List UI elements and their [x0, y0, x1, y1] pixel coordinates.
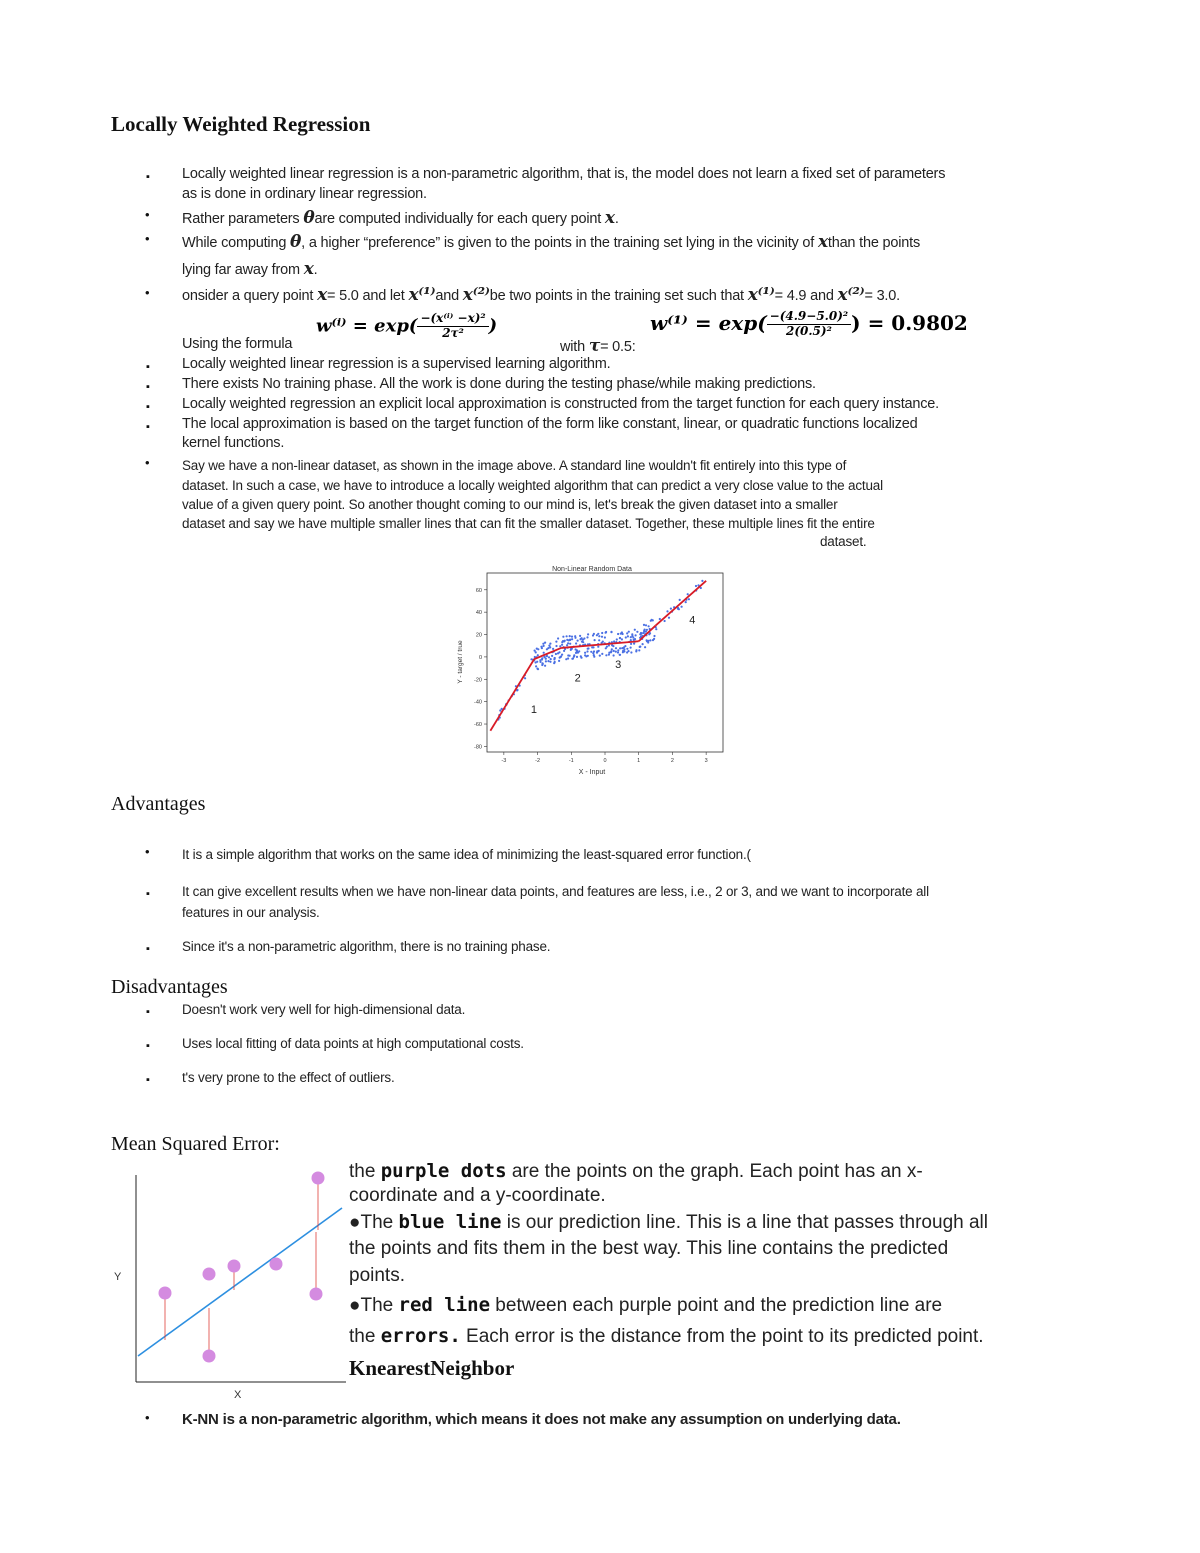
bullet-dot: •: [145, 1410, 150, 1425]
data-point: [592, 646, 594, 648]
data-point: [608, 652, 610, 654]
data-point: [586, 650, 588, 652]
data-point: [605, 631, 607, 633]
bullet-square: ▪: [146, 381, 150, 393]
data-point: [560, 655, 562, 657]
data-point: [583, 637, 585, 639]
data-point: [547, 660, 549, 662]
data-point: [598, 639, 600, 641]
data-point: [552, 648, 554, 650]
paragraph-line: The local approximation is based on the target function of the form like constant, linear, or quadratic functions localized: [182, 416, 918, 432]
disadvantages-heading: Disadvantages: [111, 976, 228, 998]
data-point: [615, 647, 617, 649]
paragraph-line: dataset. In such a case, we have to introduce a locally weighted algorithm that can predict a very close value to the actual: [182, 478, 883, 493]
data-point: [638, 649, 640, 651]
data-point: [543, 652, 545, 654]
formula-weight: w⁽ⁱ⁾ = exp( $\frac{\text{−(x⁽ⁱ⁾ −x)²}}{\text{2τ²}}$ ): [316, 311, 498, 340]
formula-result: w⁽¹⁾ = exp( $\frac{\text{−(4.9−5.0)²}}{\text{2(0.5)²}}$ ) = 0.9802: [650, 309, 968, 338]
data-point: [601, 636, 603, 638]
bullet-dot: •: [145, 455, 150, 470]
x-symbol: x: [303, 259, 314, 279]
data-point: [537, 654, 539, 656]
data-point: [542, 643, 544, 645]
mse-text-line: ●The blue line is our prediction line. This is a line that passes through all: [349, 1211, 988, 1233]
data-point: [597, 646, 599, 648]
data-point: [602, 641, 604, 643]
chart-title: Non-Linear Random Data: [552, 566, 632, 573]
data-point: [598, 635, 600, 637]
data-point: [610, 650, 612, 652]
advantage-item: It is a simple algorithm that works on the same idea of minimizing the least-squared error function.(: [182, 847, 751, 862]
data-point: [310, 1288, 323, 1301]
data-point: [569, 639, 571, 641]
paragraph-line: dataset and say we have multiple smaller lines that can fit the smaller dataset. Together, these multiple lines fit the entire: [182, 516, 875, 531]
data-point: [270, 1258, 283, 1271]
data-point: [642, 643, 644, 645]
y-axis-label: Y - target / true: [457, 640, 464, 684]
data-point: [541, 647, 543, 649]
data-point: [545, 660, 547, 662]
data-point: [645, 624, 647, 626]
x-tick-label: 2: [670, 758, 674, 764]
data-point: [617, 649, 619, 651]
data-point: [615, 651, 617, 653]
data-point: [548, 656, 550, 658]
data-point: [580, 655, 582, 657]
data-point: [626, 648, 628, 650]
data-point: [576, 651, 578, 653]
mse-text-line: the purple dots are the points on the graph. Each point has an x-: [349, 1160, 923, 1182]
data-point: [555, 641, 557, 643]
data-point: [535, 661, 537, 663]
data-point: [627, 650, 629, 652]
data-point: [634, 629, 636, 631]
bullet-square: ▪: [146, 171, 150, 183]
data-point: [561, 644, 563, 646]
segment-label: 1: [530, 703, 537, 716]
error-lines: [165, 1178, 318, 1356]
data-point: [579, 635, 581, 637]
purple-points: [159, 1172, 325, 1363]
paragraph-line: Say we have a non-linear dataset, as shown in the image above. A standard line wouldn't fit entirely into this type of: [182, 458, 847, 473]
data-point: [635, 634, 637, 636]
data-point: [668, 617, 670, 619]
data-point: [630, 651, 632, 653]
data-point: [601, 653, 603, 655]
x-axis-label: X - Input: [578, 769, 606, 776]
data-point: [576, 656, 578, 658]
data-point: [569, 635, 571, 637]
data-point: [617, 651, 619, 653]
bullet-dot: •: [145, 285, 150, 300]
paragraph-line: kernel functions.: [182, 435, 285, 451]
data-point: [627, 635, 629, 637]
data-point: [599, 655, 601, 657]
theta-symbol: θ: [290, 232, 302, 252]
disadvantage-item: Doesn't work very well for high-dimensional data.: [182, 1002, 466, 1017]
data-point: [688, 598, 690, 600]
bullet-square: ▪: [146, 943, 150, 955]
data-point: [681, 606, 683, 608]
data-point: [646, 629, 648, 631]
chart-frame: [487, 573, 723, 752]
data-point: [557, 652, 559, 654]
data-point: [621, 631, 623, 633]
prediction-line: [138, 1208, 342, 1356]
data-point: [567, 657, 569, 659]
data-point: [623, 648, 625, 650]
data-point: [566, 639, 568, 641]
data-point: [624, 645, 626, 647]
data-point: [535, 651, 537, 653]
bullet-square: ▪: [146, 401, 150, 413]
data-point: [572, 657, 574, 659]
data-point: [203, 1350, 216, 1363]
data-point: [636, 631, 638, 633]
data-point: [653, 638, 655, 640]
data-point: [659, 618, 661, 620]
mse-text-line: ●The red line between each purple point and the prediction line are: [349, 1294, 943, 1316]
x-tick-label: 3: [704, 758, 708, 764]
advantage-item: features in our analysis.: [182, 905, 320, 920]
data-point: [545, 658, 547, 660]
data-point: [569, 643, 571, 645]
data-point: [555, 645, 557, 647]
y-axis: [474, 588, 487, 751]
data-point: [649, 639, 651, 641]
data-point: [582, 641, 584, 643]
data-point: [695, 585, 697, 587]
page-title: Locally Weighted Regression: [111, 112, 371, 136]
data-point: [639, 646, 641, 648]
paragraph-line: Locally weighted regression an explicit local approximation is constructed from the target function for each query instance.: [182, 396, 940, 412]
bullet-square: ▪: [146, 1074, 150, 1086]
data-point: [610, 631, 612, 633]
data-point: [616, 638, 618, 640]
data-point: [678, 608, 680, 610]
data-point: [569, 655, 571, 657]
bullet-dot: •: [145, 207, 150, 222]
data-point: [621, 647, 623, 649]
paragraph-line: as is done in ordinary linear regression.: [182, 186, 427, 202]
data-point: [633, 643, 635, 645]
disadvantage-item: t's very prone to the effect of outliers.: [182, 1070, 395, 1085]
data-point: [596, 634, 598, 636]
data-point: [574, 637, 576, 639]
data-point: [652, 619, 654, 621]
data-point: [573, 656, 575, 658]
data-point: [630, 647, 632, 649]
data-point: [647, 640, 649, 642]
data-point: [562, 636, 564, 638]
data-point: [619, 654, 621, 656]
data-point: [586, 636, 588, 638]
data-point: [594, 639, 596, 641]
data-point: [550, 658, 552, 660]
paragraph-line: lying far away from x.: [182, 259, 318, 279]
data-point: [559, 645, 561, 647]
x-tick-label: 1: [637, 758, 641, 764]
data-point: [562, 640, 564, 642]
data-point: [544, 665, 546, 667]
data-point: [619, 637, 621, 639]
data-point: [644, 629, 646, 631]
segment-label: 3: [615, 659, 622, 672]
nonlinear-data-chart: [440, 555, 740, 780]
data-point: [575, 648, 577, 650]
data-point: [670, 608, 672, 610]
paragraph-line: Locally weighted linear regression is a supervised learning algorithm.: [182, 356, 611, 372]
data-point: [555, 653, 557, 655]
data-point: [608, 654, 610, 656]
x-symbol: x: [604, 208, 615, 228]
data-point: [584, 652, 586, 654]
data-point: [644, 646, 646, 648]
x-tick-label: -2: [535, 758, 541, 764]
data-point: [701, 580, 703, 582]
data-point: [577, 640, 579, 642]
data-point: [613, 640, 615, 642]
paragraph-line: Locally weighted linear regression is a non-parametric algorithm, that is, the model does not learn a fixed set of parameters: [182, 166, 946, 182]
paragraph-line: There exists No training phase. All the work is done during the testing phase/while making predictions.: [182, 376, 816, 392]
data-point: [630, 643, 632, 645]
data-point: [650, 620, 652, 622]
y-tick-label: 20: [475, 632, 482, 639]
data-point: [535, 665, 537, 667]
segment-label: 2: [574, 672, 581, 685]
data-point: [687, 593, 689, 595]
data-point: [592, 634, 594, 636]
data-point: [543, 645, 545, 647]
formula-intro: Using the formula: [182, 336, 293, 352]
data-point: [551, 655, 553, 657]
data-point: [593, 650, 595, 652]
knn-item: K-NN is a non-parametric algorithm, which means it does not make any assumption on underlying data.: [182, 1411, 901, 1428]
data-point: [625, 636, 627, 638]
data-point: [621, 638, 623, 640]
paragraph-line: While computing θ, a higher “preference” is given to the points in the training set lying in the vicinity of xthan the points: [182, 232, 921, 252]
bullet-square: ▪: [146, 421, 150, 433]
data-point: [537, 668, 539, 670]
data-point: [563, 650, 565, 652]
y-tick-label: -20: [474, 677, 482, 684]
y-tick-label: 60: [475, 587, 482, 594]
data-point: [593, 656, 595, 658]
data-point: [613, 650, 615, 652]
data-point: [571, 638, 573, 640]
data-point: [604, 636, 606, 638]
data-point: [630, 639, 632, 641]
data-point: [635, 650, 637, 652]
bullet-square: ▪: [146, 361, 150, 373]
data-point: [549, 643, 551, 645]
mse-text-line: coordinate and a y-coordinate.: [349, 1185, 606, 1206]
mse-text-line: the errors. Each error is the distance from the point to its predicted point.: [349, 1325, 984, 1347]
mse-axis-y: Y: [114, 1271, 122, 1283]
data-point: [685, 601, 687, 603]
paragraph-line: Rather parameters θare computed individually for each query point x.: [182, 208, 619, 228]
data-point: [228, 1260, 241, 1273]
mse-diagram: [110, 1160, 350, 1405]
bullet-square: ▪: [146, 888, 150, 900]
y-tick-label: 40: [475, 610, 482, 617]
segment-label: 4: [689, 614, 696, 627]
data-point: [549, 661, 551, 663]
data-point: [664, 620, 666, 622]
data-point: [605, 647, 607, 649]
data-point: [575, 642, 577, 644]
data-point: [640, 633, 642, 635]
data-point: [617, 633, 619, 635]
data-point: [554, 657, 556, 659]
data-point: [557, 637, 559, 639]
paragraph-line: onsider a query point x= 5.0 and let x⁽¹⁾and x⁽²⁾be two points in the training set such that x⁽¹⁾= 4.9 and x⁽²⁾= 3.0.: [182, 285, 900, 305]
mse-heading: Mean Squared Error:: [111, 1133, 280, 1155]
data-point: [536, 648, 538, 650]
data-point: [626, 632, 628, 634]
advantage-item: It can give excellent results when we have non-linear data points, and features are less, i.e., 2 or 3, and we want to incorporate all: [182, 884, 929, 899]
data-point: [203, 1268, 216, 1281]
advantages-heading: Advantages: [111, 793, 206, 815]
data-point: [312, 1172, 325, 1185]
paragraph-line: dataset.: [820, 534, 867, 549]
mse-axis-x: X: [234, 1389, 242, 1401]
data-point: [587, 633, 589, 635]
data-point: [666, 610, 668, 612]
y-tick-label: 0: [478, 654, 482, 661]
data-point: [596, 652, 598, 654]
mse-text-line: the points and fits them in the best way. This line contains the predicted: [349, 1238, 949, 1259]
data-point: [643, 624, 645, 626]
disadvantage-item: Uses local fitting of data points at high computational costs.: [182, 1036, 524, 1051]
data-point: [601, 632, 603, 634]
x-symbol: x: [817, 232, 828, 252]
data-point: [631, 635, 633, 637]
data-point: [580, 638, 582, 640]
data-point: [628, 631, 630, 633]
data-point: [653, 635, 655, 637]
data-point: [679, 599, 681, 601]
formula-with: with τ= 0.5:: [560, 336, 636, 356]
data-point: [159, 1287, 172, 1300]
data-point: [571, 636, 573, 638]
data-point: [567, 642, 569, 644]
data-point: [524, 677, 526, 679]
bullet-dot: •: [145, 844, 150, 859]
data-point: [622, 651, 624, 653]
data-point: [590, 651, 592, 653]
data-point: [541, 664, 543, 666]
y-tick-label: -80: [474, 744, 482, 751]
data-point: [655, 628, 657, 630]
data-point: [547, 647, 549, 649]
data-point: [539, 659, 541, 661]
data-point: [585, 655, 587, 657]
data-point: [566, 635, 568, 637]
theta-symbol: θ: [303, 208, 315, 228]
data-point: [587, 648, 589, 650]
bullet-square: ▪: [146, 1006, 150, 1018]
data-point: [541, 657, 543, 659]
data-point: [648, 625, 650, 627]
data-point: [613, 654, 615, 656]
paragraph-line: value of a given query point. So another thought coming to our mind is, let's break the given dataset into a smaller: [182, 497, 838, 512]
data-point: [611, 644, 613, 646]
data-point: [619, 647, 621, 649]
data-point: [566, 644, 568, 646]
data-point: [558, 660, 560, 662]
data-point: [553, 662, 555, 664]
knn-heading: KnearestNeighbor: [349, 1356, 515, 1380]
data-point: [611, 648, 613, 650]
y-tick-label: -60: [474, 722, 482, 729]
data-point: [605, 654, 607, 656]
x-tick-label: -3: [501, 758, 507, 764]
y-tick-label: -40: [474, 699, 482, 706]
mse-text-line: points.: [349, 1265, 405, 1286]
bullet-dot: •: [145, 231, 150, 246]
data-point: [561, 654, 563, 656]
advantage-item: Since it's a non-parametric algorithm, there is no training phase.: [182, 939, 551, 954]
x-tick-label: -1: [568, 758, 574, 764]
x-tick-label: 0: [603, 758, 607, 764]
x-axis: [501, 752, 707, 764]
bullet-square: ▪: [146, 1040, 150, 1052]
